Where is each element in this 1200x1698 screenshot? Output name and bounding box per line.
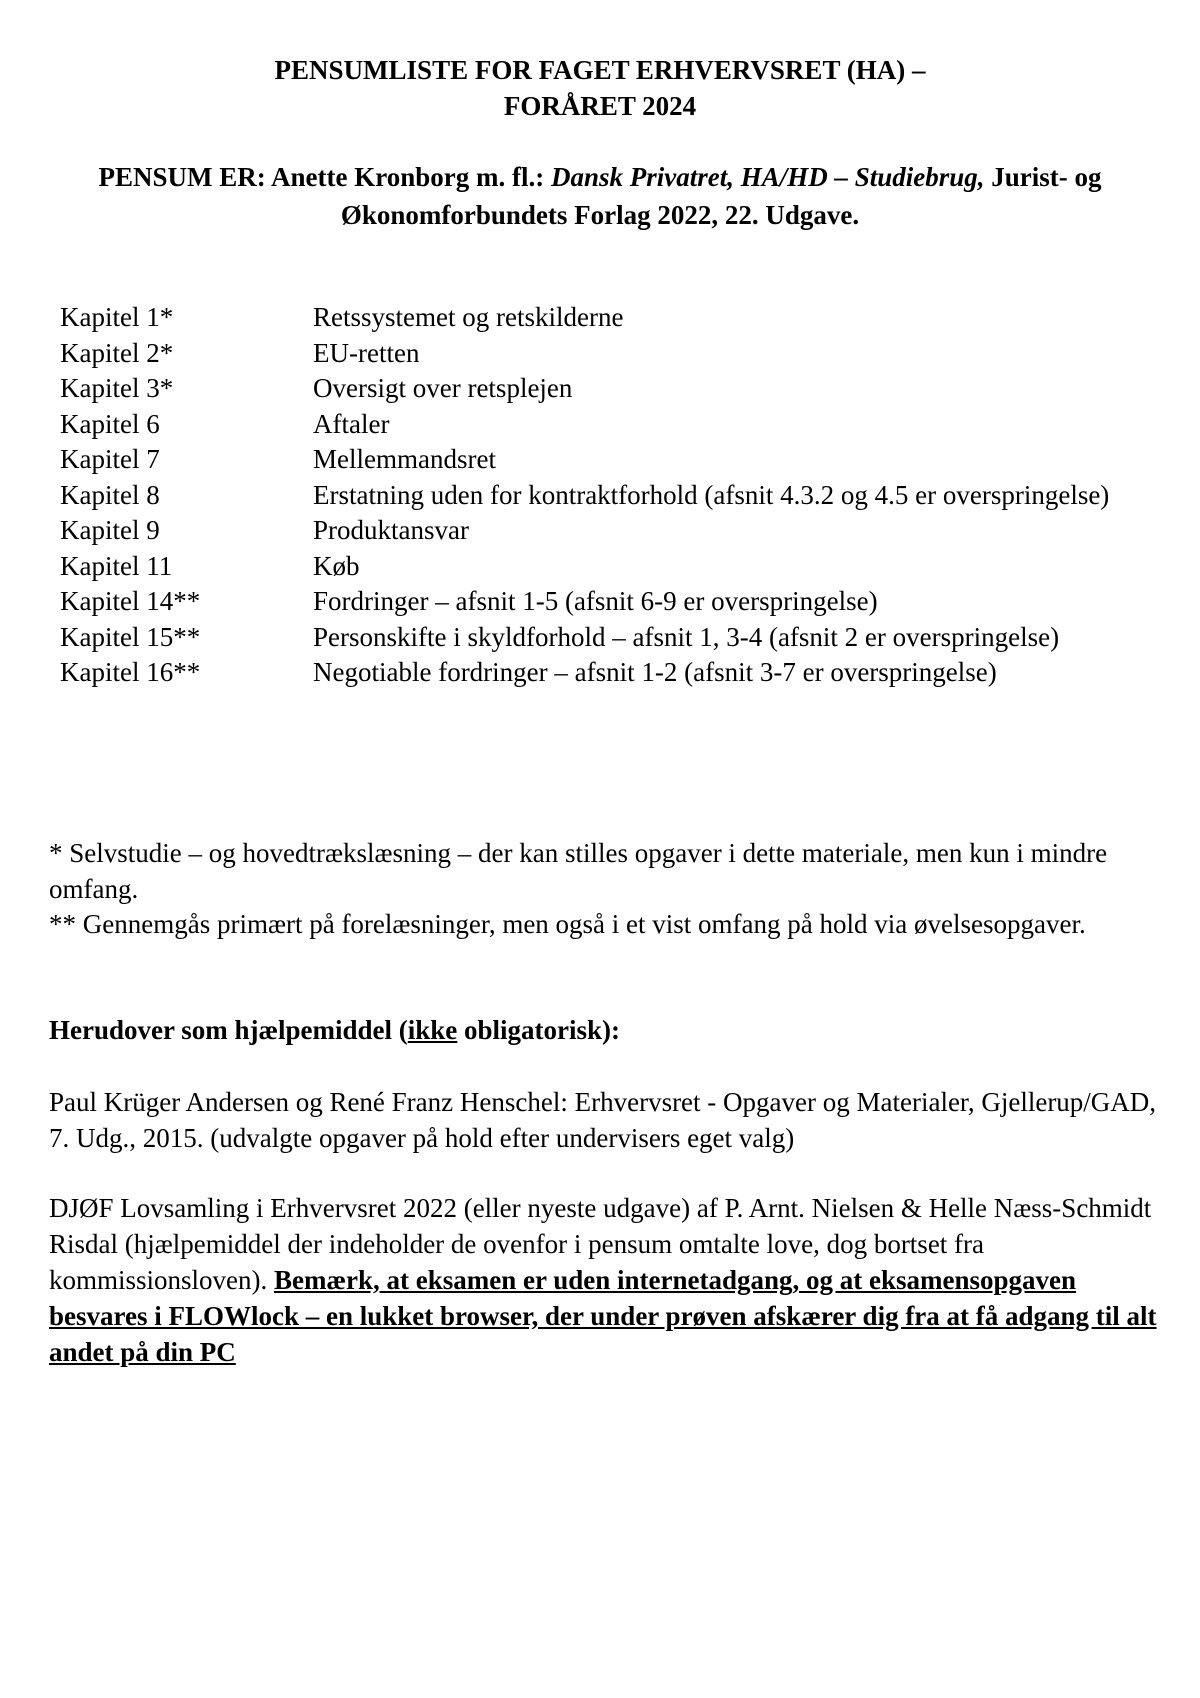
title-line-1: PENSUMLISTE FOR FAGET ERHVERVSRET (HA) – — [274, 55, 926, 85]
footnotes — [49, 836, 1159, 943]
chapter-description: Negotiable fordringer – afsnit 1-2 (afsnit 3-7 er overspringelse) — [313, 657, 997, 687]
pensum-statement — [40, 158, 1160, 234]
chapter-label: Kapitel 11 — [60, 550, 173, 581]
chapter-description: Produktansvar — [313, 515, 469, 545]
chapter-row — [60, 513, 1120, 549]
chapter-description: Retssystemet og retskilderne — [313, 302, 624, 332]
chapter-description: Køb — [313, 550, 360, 581]
chapter-row — [60, 300, 1120, 336]
chapter-row — [60, 584, 1120, 620]
chapter-label: Kapitel 6 — [60, 408, 160, 439]
chapter-label: Kapitel 1* — [60, 302, 174, 332]
chapter-row — [60, 371, 1120, 407]
chapter-row — [60, 620, 1120, 656]
chapter-label: Kapitel 16** — [60, 657, 201, 687]
chapter-row — [60, 549, 1120, 585]
helper-heading-before: Herudover som hjælpemiddel ( — [49, 1015, 408, 1045]
footnote-single-star: * Selvstudie – og hovedtrækslæsning – der kan stilles opgaver i dette materiale, men kun i mindre omfang. — [49, 838, 1108, 904]
helper-heading-emphasis: ikke — [407, 1015, 458, 1045]
helper-heading — [49, 1013, 1159, 1049]
chapter-description: Erstatning uden for kontraktforhold (afsnit 4.3.2 og 4.5 er overspringelse) — [313, 479, 1110, 510]
chapter-description: Fordringer – afsnit 1-5 (afsnit 6-9 er overspringelse) — [313, 586, 878, 616]
chapter-label: Kapitel 9 — [60, 515, 160, 545]
chapter-label: Kapitel 14** — [60, 586, 201, 616]
footnote-double-star: ** Gennemgås primært på forelæsninger, men også i et vist omfang på hold via øvelsesopgaver. — [49, 909, 1086, 939]
chapter-description: Oversigt over retsplejen — [313, 373, 573, 403]
chapter-label: Kapitel 15** — [60, 621, 201, 652]
chapter-label: Kapitel 8 — [60, 479, 160, 510]
helper-heading-after: obligatorisk): — [457, 1015, 621, 1045]
pensum-book-title: Dansk Privatret, HA/HD – Studiebrug, — [550, 162, 985, 192]
chapter-description: Mellemmandsret — [313, 444, 496, 474]
exam-warning: Bemærk, at eksamen er uden internetadgang, og at eksamensopgaven besvares i FLOWlock – en lukket browser, der under prøven afskærer dig fra at få adgang til alt andet på din PC — [49, 1265, 1157, 1367]
title-line-2: FORÅRET 2024 — [503, 91, 697, 121]
helper-book-reference: Paul Krüger Andersen og René Franz Henschel: Erhvervsret - Opgaver og Materialer, Gjellerup/GAD, 7. Udg., 2015. (udvalgte opgaver på hold efter undervisers eget valg) — [49, 1087, 1157, 1153]
chapter-description: Personskifte i skyldforhold – afsnit 1, 3-4 (afsnit 2 er overspringelse) — [313, 621, 1060, 652]
chapter-description: EU-retten — [313, 337, 420, 368]
chapter-row — [60, 478, 1120, 514]
chapter-row — [60, 442, 1120, 478]
chapter-row — [60, 336, 1120, 372]
pensum-publisher: Jurist- og Økonomforbundets Forlag 2022, 22. Udgave. — [340, 162, 1102, 230]
helper-djof-reference — [49, 1190, 1169, 1370]
chapter-label: Kapitel 3* — [60, 373, 174, 403]
chapter-label: Kapitel 7 — [60, 444, 160, 474]
chapter-list — [60, 300, 1120, 691]
chapter-row — [60, 407, 1120, 443]
chapter-row — [60, 655, 1120, 691]
djof-text: DJØF Lovsamling i Erhvervsret 2022 (eller nyeste udgave) af P. Arnt. Nielsen & Helle Næss-Schmidt Risdal (hjælpemiddel der indeholder de ovenfor i pensum omtalte love, dog bortset fra kommissionsloven). — [49, 1193, 1152, 1295]
page-title — [0, 52, 1200, 124]
pensum-prefix: PENSUM ER: Anette Kronborg m. fl.: — [98, 162, 551, 192]
chapter-description: Aftaler — [313, 408, 390, 439]
chapter-label: Kapitel 2* — [60, 337, 174, 368]
